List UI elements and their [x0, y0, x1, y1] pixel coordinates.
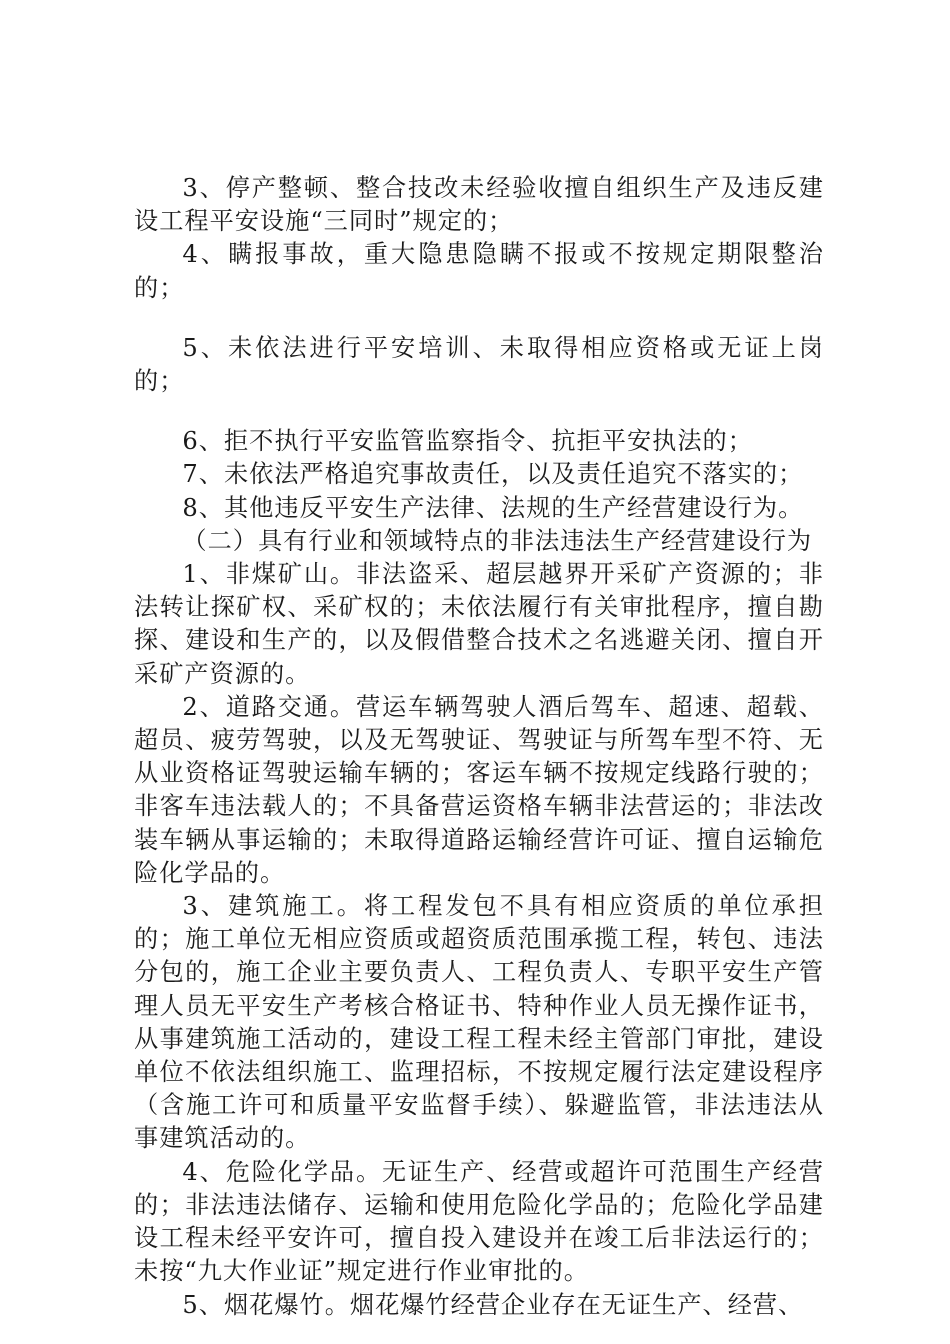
section-heading: （二）具有行业和领域特点的非法违法生产经营建设行为	[182, 526, 813, 555]
document-body	[134, 172, 824, 1322]
paragraph-item-3: 3、停产整顿、整合技改未经验收擅自组织生产及违反建设工程平安设施“三同时”规定的；	[134, 174, 824, 236]
paragraph-item-7: 7、未依法严格追究事故责任，以及责任追究不落实的；	[182, 460, 804, 489]
paragraph-construction: 3、建筑施工。将工程发包不具有相应资质的单位承担的；施工单位无相应资质或超资质范围承揽工程，转包、违法分包的，施工企业主要负责人、工程负责人、专职平安生产管理人员无平安生产考核合格证书、特种作业人员无操作证书，从事建筑施工活动的，建设工程工程未经主管部门审批，建设单位不依法组织施工、监理招标，不按规定履行法定建设程序（含施工许可和质量平安监督手续）、躲避监管，非法违法从事建筑活动的。	[134, 892, 824, 1153]
paragraph-item-4: 4、瞒报事故，重大隐患隐瞒不报或不按规定期限整治的；	[134, 240, 824, 302]
paragraph-fireworks: 5、烟花爆竹。烟花爆竹经营企业存在无证生产、经营、	[182, 1290, 804, 1319]
paragraph-item-5: 5、未依法进行平安培训、未取得相应资格或无证上岗的；	[134, 333, 824, 396]
paragraph-item-8: 8、其他违反平安生产法律、法规的生产经营建设行为。	[182, 493, 804, 522]
paragraph-road-traffic: 2、道路交通。营运车辆驾驶人酒后驾车、超速、超载、超员、疲劳驾驶，以及无驾驶证、驾驶证与所驾车型不符、无从业资格证驾驶运输车辆的；客运车辆不按规定线路行驶的；非客车违法载人的；不具备营运资格车辆非法营运的；非法改装车辆从事运输的；未取得道路运输经营许可证、擅自运输危险化学品的。	[134, 692, 824, 887]
paragraph-hazardous-chemicals: 4、危险化学品。无证生产、经营或超许可范围生产经营的；非法违法储存、运输和使用危险化学品的；危险化学品建设工程未经平安许可，擅自投入建设并在竣工后非法运行的；未按“九大作业证”规定进行作业审批的。	[134, 1157, 824, 1286]
paragraph-non-coal-mines: 1、非煤矿山。非法盗采、超层越界开采矿产资源的；非法转让探矿权、采矿权的；未依法履行有关审批程序，擅自勘探、建设和生产的，以及假借整合技术之名逃避关闭、擅自开采矿产资源的。	[134, 560, 824, 688]
paragraph-item-6: 6、拒不执行平安监管监察指令、抗拒平安执法的；	[182, 427, 753, 456]
